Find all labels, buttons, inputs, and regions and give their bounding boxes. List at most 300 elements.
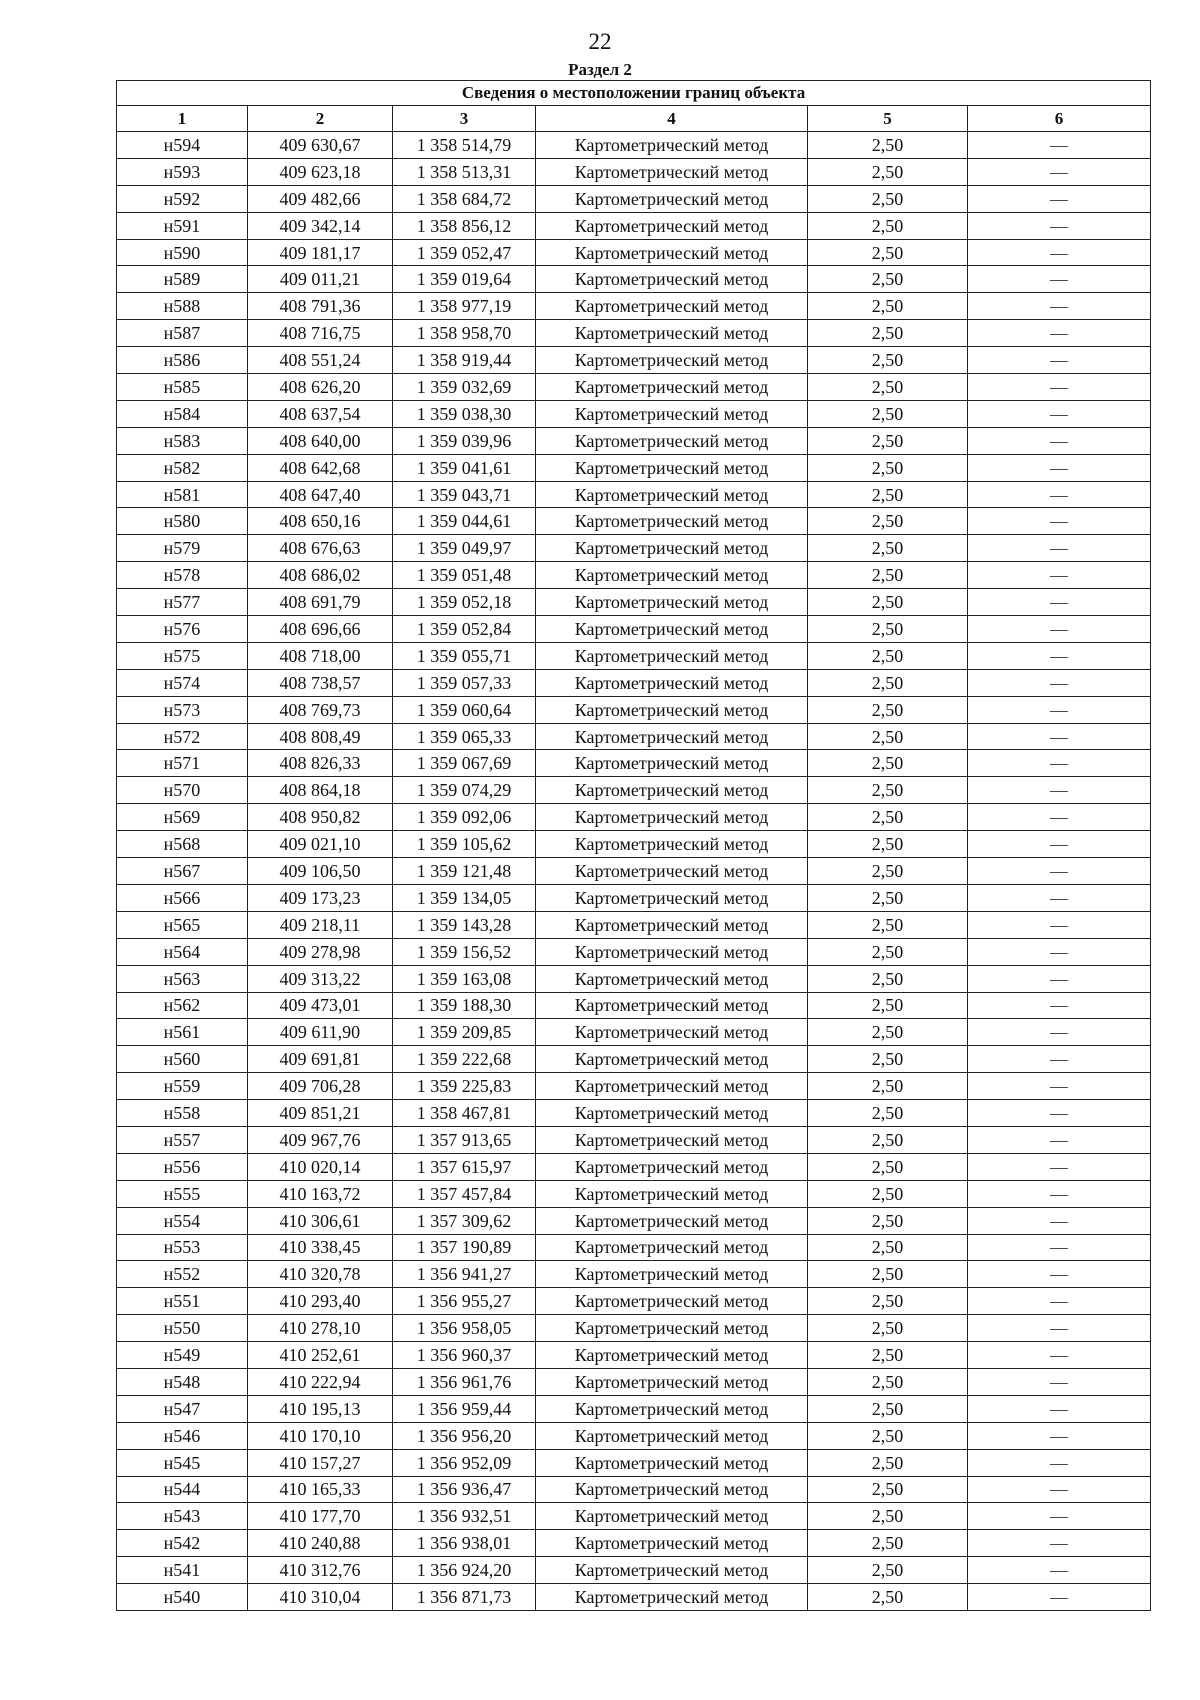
y-coordinate-cell: 1 358 513,31: [393, 158, 536, 185]
accuracy-cell: 2,50: [808, 427, 968, 454]
table-row: [117, 1100, 1151, 1127]
method-cell: Картометрический метод: [536, 347, 808, 374]
description-cell: —: [968, 642, 1151, 669]
point-name-cell: н559: [117, 1073, 248, 1100]
x-coordinate-cell: 408 551,24: [248, 347, 393, 374]
y-coordinate-cell: 1 359 052,47: [393, 239, 536, 266]
method-cell: Картометрический метод: [536, 132, 808, 159]
x-coordinate-cell: 410 278,10: [248, 1315, 393, 1342]
method-cell: Картометрический метод: [536, 239, 808, 266]
point-name-cell: н584: [117, 400, 248, 427]
method-cell: Картометрический метод: [536, 831, 808, 858]
point-name-cell: н550: [117, 1315, 248, 1342]
x-coordinate-cell: 408 686,02: [248, 562, 393, 589]
method-cell: Картометрический метод: [536, 1019, 808, 1046]
y-coordinate-cell: 1 359 032,69: [393, 374, 536, 401]
x-coordinate-cell: 409 313,22: [248, 965, 393, 992]
y-coordinate-cell: 1 359 188,30: [393, 992, 536, 1019]
description-cell: —: [968, 777, 1151, 804]
y-coordinate-cell: 1 356 958,05: [393, 1315, 536, 1342]
accuracy-cell: 2,50: [808, 616, 968, 643]
accuracy-cell: 2,50: [808, 1557, 968, 1584]
table-row: [117, 1180, 1151, 1207]
method-cell: Картометрический метод: [536, 1207, 808, 1234]
x-coordinate-cell: 408 738,57: [248, 669, 393, 696]
point-name-cell: н583: [117, 427, 248, 454]
method-cell: Картометрический метод: [536, 374, 808, 401]
method-cell: Картометрический метод: [536, 911, 808, 938]
method-cell: Картометрический метод: [536, 293, 808, 320]
accuracy-cell: 2,50: [808, 1530, 968, 1557]
description-cell: —: [968, 481, 1151, 508]
point-name-cell: н542: [117, 1530, 248, 1557]
description-cell: —: [968, 454, 1151, 481]
x-coordinate-cell: 410 293,40: [248, 1288, 393, 1315]
table-row: [117, 1234, 1151, 1261]
accuracy-cell: 2,50: [808, 589, 968, 616]
y-coordinate-cell: 1 359 039,96: [393, 427, 536, 454]
y-coordinate-cell: 1 359 121,48: [393, 858, 536, 885]
description-cell: —: [968, 293, 1151, 320]
point-name-cell: н551: [117, 1288, 248, 1315]
description-cell: —: [968, 1530, 1151, 1557]
method-cell: Картометрический метод: [536, 1046, 808, 1073]
y-coordinate-cell: 1 358 856,12: [393, 212, 536, 239]
y-coordinate-cell: 1 359 052,18: [393, 589, 536, 616]
point-name-cell: н558: [117, 1100, 248, 1127]
x-coordinate-cell: 409 181,17: [248, 239, 393, 266]
table-row: [117, 777, 1151, 804]
method-cell: Картометрический метод: [536, 1422, 808, 1449]
y-coordinate-cell: 1 359 019,64: [393, 266, 536, 293]
method-cell: Картометрический метод: [536, 508, 808, 535]
point-name-cell: н545: [117, 1449, 248, 1476]
accuracy-cell: 2,50: [808, 1153, 968, 1180]
page-number: 22: [588, 29, 612, 54]
table-row: [117, 400, 1151, 427]
accuracy-cell: 2,50: [808, 1476, 968, 1503]
method-cell: Картометрический метод: [536, 804, 808, 831]
x-coordinate-cell: 410 320,78: [248, 1261, 393, 1288]
description-cell: —: [968, 992, 1151, 1019]
y-coordinate-cell: 1 356 960,37: [393, 1342, 536, 1369]
x-coordinate-cell: 410 338,45: [248, 1234, 393, 1261]
accuracy-cell: 2,50: [808, 669, 968, 696]
accuracy-cell: 2,50: [808, 804, 968, 831]
accuracy-cell: 2,50: [808, 1180, 968, 1207]
table-row: [117, 831, 1151, 858]
point-name-cell: н556: [117, 1153, 248, 1180]
y-coordinate-cell: 1 359 209,85: [393, 1019, 536, 1046]
table-row: [117, 589, 1151, 616]
y-coordinate-cell: 1 356 924,20: [393, 1557, 536, 1584]
table-row: [117, 669, 1151, 696]
method-cell: Картометрический метод: [536, 1342, 808, 1369]
x-coordinate-cell: 408 808,49: [248, 723, 393, 750]
description-cell: —: [968, 1368, 1151, 1395]
method-cell: Картометрический метод: [536, 1395, 808, 1422]
y-coordinate-cell: 1 359 225,83: [393, 1073, 536, 1100]
table-caption: Сведения о местоположении границ объекта: [117, 81, 1151, 106]
table-row: [117, 616, 1151, 643]
table-row: [117, 696, 1151, 723]
y-coordinate-cell: 1 356 936,47: [393, 1476, 536, 1503]
accuracy-cell: 2,50: [808, 158, 968, 185]
accuracy-cell: 2,50: [808, 1395, 968, 1422]
y-coordinate-cell: 1 358 958,70: [393, 320, 536, 347]
table-row: [117, 562, 1151, 589]
x-coordinate-cell: 410 020,14: [248, 1153, 393, 1180]
x-coordinate-cell: 410 195,13: [248, 1395, 393, 1422]
column-number: 6: [968, 106, 1151, 132]
y-coordinate-cell: 1 359 143,28: [393, 911, 536, 938]
method-cell: Картометрический метод: [536, 1180, 808, 1207]
method-cell: Картометрический метод: [536, 1288, 808, 1315]
table-row: [117, 1315, 1151, 1342]
column-number: 3: [393, 106, 536, 132]
accuracy-cell: 2,50: [808, 1449, 968, 1476]
method-cell: Картометрический метод: [536, 750, 808, 777]
description-cell: —: [968, 938, 1151, 965]
point-name-cell: н587: [117, 320, 248, 347]
table-row: [117, 1261, 1151, 1288]
method-cell: Картометрический метод: [536, 938, 808, 965]
point-name-cell: н541: [117, 1557, 248, 1584]
method-cell: Картометрический метод: [536, 616, 808, 643]
method-cell: Картометрический метод: [536, 1557, 808, 1584]
table-row: [117, 723, 1151, 750]
y-coordinate-cell: 1 359 092,06: [393, 804, 536, 831]
y-coordinate-cell: 1 356 959,44: [393, 1395, 536, 1422]
description-cell: —: [968, 374, 1151, 401]
y-coordinate-cell: 1 358 919,44: [393, 347, 536, 374]
method-cell: Картометрический метод: [536, 858, 808, 885]
x-coordinate-cell: 410 165,33: [248, 1476, 393, 1503]
x-coordinate-cell: 408 769,73: [248, 696, 393, 723]
point-name-cell: н590: [117, 239, 248, 266]
description-cell: —: [968, 1153, 1151, 1180]
table-row: [117, 1449, 1151, 1476]
table-row: [117, 1395, 1151, 1422]
x-coordinate-cell: 410 252,61: [248, 1342, 393, 1369]
x-coordinate-cell: 408 950,82: [248, 804, 393, 831]
description-cell: —: [968, 589, 1151, 616]
table-row: [117, 1019, 1151, 1046]
description-cell: —: [968, 1046, 1151, 1073]
x-coordinate-cell: 408 637,54: [248, 400, 393, 427]
point-name-cell: н554: [117, 1207, 248, 1234]
accuracy-cell: 2,50: [808, 1019, 968, 1046]
accuracy-cell: 2,50: [808, 562, 968, 589]
method-cell: Картометрический метод: [536, 535, 808, 562]
method-cell: Картометрический метод: [536, 1476, 808, 1503]
section-title: Раздел 2: [568, 60, 632, 79]
x-coordinate-cell: 410 157,27: [248, 1449, 393, 1476]
method-cell: Картометрический метод: [536, 1126, 808, 1153]
x-coordinate-cell: 409 106,50: [248, 858, 393, 885]
y-coordinate-cell: 1 359 052,84: [393, 616, 536, 643]
method-cell: Картометрический метод: [536, 212, 808, 239]
point-name-cell: н594: [117, 132, 248, 159]
x-coordinate-cell: 410 240,88: [248, 1530, 393, 1557]
boundary-coordinates-table: [116, 80, 1151, 1611]
description-cell: —: [968, 158, 1151, 185]
accuracy-cell: 2,50: [808, 535, 968, 562]
point-name-cell: н589: [117, 266, 248, 293]
method-cell: Картометрический метод: [536, 777, 808, 804]
description-cell: —: [968, 616, 1151, 643]
method-cell: Картометрический метод: [536, 185, 808, 212]
x-coordinate-cell: 409 691,81: [248, 1046, 393, 1073]
accuracy-cell: 2,50: [808, 1368, 968, 1395]
method-cell: Картометрический метод: [536, 1530, 808, 1557]
x-coordinate-cell: 408 640,00: [248, 427, 393, 454]
accuracy-cell: 2,50: [808, 938, 968, 965]
x-coordinate-cell: 409 623,18: [248, 158, 393, 185]
method-cell: Картометрический метод: [536, 1584, 808, 1611]
y-coordinate-cell: 1 356 955,27: [393, 1288, 536, 1315]
x-coordinate-cell: 408 676,63: [248, 535, 393, 562]
y-coordinate-cell: 1 356 938,01: [393, 1530, 536, 1557]
x-coordinate-cell: 409 011,21: [248, 266, 393, 293]
y-coordinate-cell: 1 359 060,64: [393, 696, 536, 723]
description-cell: —: [968, 750, 1151, 777]
x-coordinate-cell: 410 222,94: [248, 1368, 393, 1395]
x-coordinate-cell: 409 611,90: [248, 1019, 393, 1046]
description-cell: —: [968, 1207, 1151, 1234]
accuracy-cell: 2,50: [808, 965, 968, 992]
table-row: [117, 266, 1151, 293]
table-row: [117, 1207, 1151, 1234]
table-row: [117, 212, 1151, 239]
x-coordinate-cell: 410 177,70: [248, 1503, 393, 1530]
accuracy-cell: 2,50: [808, 750, 968, 777]
point-name-cell: н567: [117, 858, 248, 885]
method-cell: Картометрический метод: [536, 1368, 808, 1395]
y-coordinate-cell: 1 359 051,48: [393, 562, 536, 589]
method-cell: Картометрический метод: [536, 642, 808, 669]
point-name-cell: н575: [117, 642, 248, 669]
y-coordinate-cell: 1 356 871,73: [393, 1584, 536, 1611]
point-name-cell: н563: [117, 965, 248, 992]
x-coordinate-cell: 409 473,01: [248, 992, 393, 1019]
description-cell: —: [968, 266, 1151, 293]
description-cell: —: [968, 1261, 1151, 1288]
accuracy-cell: 2,50: [808, 374, 968, 401]
y-coordinate-cell: 1 357 913,65: [393, 1126, 536, 1153]
accuracy-cell: 2,50: [808, 1503, 968, 1530]
table-row: [117, 642, 1151, 669]
method-cell: Картометрический метод: [536, 266, 808, 293]
point-name-cell: н544: [117, 1476, 248, 1503]
method-cell: Картометрический метод: [536, 884, 808, 911]
point-name-cell: н553: [117, 1234, 248, 1261]
column-number: 1: [117, 106, 248, 132]
x-coordinate-cell: 410 306,61: [248, 1207, 393, 1234]
y-coordinate-cell: 1 356 932,51: [393, 1503, 536, 1530]
column-number: 5: [808, 106, 968, 132]
method-cell: Картометрический метод: [536, 1153, 808, 1180]
point-name-cell: н565: [117, 911, 248, 938]
accuracy-cell: 2,50: [808, 992, 968, 1019]
accuracy-cell: 2,50: [808, 1046, 968, 1073]
accuracy-cell: 2,50: [808, 884, 968, 911]
accuracy-cell: 2,50: [808, 481, 968, 508]
accuracy-cell: 2,50: [808, 508, 968, 535]
y-coordinate-cell: 1 358 514,79: [393, 132, 536, 159]
description-cell: —: [968, 239, 1151, 266]
x-coordinate-cell: 408 826,33: [248, 750, 393, 777]
description-cell: —: [968, 400, 1151, 427]
y-coordinate-cell: 1 359 156,52: [393, 938, 536, 965]
accuracy-cell: 2,50: [808, 1342, 968, 1369]
description-cell: —: [968, 347, 1151, 374]
table-row: [117, 1342, 1151, 1369]
x-coordinate-cell: 409 173,23: [248, 884, 393, 911]
x-coordinate-cell: 410 170,10: [248, 1422, 393, 1449]
point-name-cell: н561: [117, 1019, 248, 1046]
y-coordinate-cell: 1 359 057,33: [393, 669, 536, 696]
y-coordinate-cell: 1 359 067,69: [393, 750, 536, 777]
table-row: [117, 884, 1151, 911]
x-coordinate-cell: 409 967,76: [248, 1126, 393, 1153]
accuracy-cell: 2,50: [808, 347, 968, 374]
accuracy-cell: 2,50: [808, 132, 968, 159]
description-cell: —: [968, 1342, 1151, 1369]
y-coordinate-cell: 1 357 457,84: [393, 1180, 536, 1207]
table-row: [117, 1153, 1151, 1180]
point-name-cell: н579: [117, 535, 248, 562]
description-cell: —: [968, 1557, 1151, 1584]
method-cell: Картометрический метод: [536, 481, 808, 508]
x-coordinate-cell: 408 650,16: [248, 508, 393, 535]
y-coordinate-cell: 1 359 049,97: [393, 535, 536, 562]
column-number-row: [117, 106, 1151, 132]
description-cell: —: [968, 1073, 1151, 1100]
point-name-cell: н543: [117, 1503, 248, 1530]
x-coordinate-cell: 408 791,36: [248, 293, 393, 320]
method-cell: Картометрический метод: [536, 1503, 808, 1530]
y-coordinate-cell: 1 358 467,81: [393, 1100, 536, 1127]
x-coordinate-cell: 409 021,10: [248, 831, 393, 858]
description-cell: —: [968, 1234, 1151, 1261]
x-coordinate-cell: 409 342,14: [248, 212, 393, 239]
table-row: [117, 1422, 1151, 1449]
method-cell: Картометрический метод: [536, 1073, 808, 1100]
y-coordinate-cell: 1 356 956,20: [393, 1422, 536, 1449]
accuracy-cell: 2,50: [808, 293, 968, 320]
point-name-cell: н549: [117, 1342, 248, 1369]
accuracy-cell: 2,50: [808, 1288, 968, 1315]
description-cell: —: [968, 1019, 1151, 1046]
accuracy-cell: 2,50: [808, 1584, 968, 1611]
x-coordinate-cell: 408 696,66: [248, 616, 393, 643]
accuracy-cell: 2,50: [808, 266, 968, 293]
x-coordinate-cell: 409 630,67: [248, 132, 393, 159]
point-name-cell: н580: [117, 508, 248, 535]
description-cell: —: [968, 723, 1151, 750]
y-coordinate-cell: 1 359 134,05: [393, 884, 536, 911]
x-coordinate-cell: 408 864,18: [248, 777, 393, 804]
x-coordinate-cell: 408 647,40: [248, 481, 393, 508]
point-name-cell: н548: [117, 1368, 248, 1395]
x-coordinate-cell: 408 626,20: [248, 374, 393, 401]
table-row: [117, 158, 1151, 185]
y-coordinate-cell: 1 359 065,33: [393, 723, 536, 750]
accuracy-cell: 2,50: [808, 1234, 968, 1261]
description-cell: —: [968, 1180, 1151, 1207]
description-cell: —: [968, 804, 1151, 831]
table-row: [117, 1073, 1151, 1100]
description-cell: —: [968, 858, 1151, 885]
table-row: [117, 481, 1151, 508]
point-name-cell: н582: [117, 454, 248, 481]
accuracy-cell: 2,50: [808, 858, 968, 885]
point-name-cell: н547: [117, 1395, 248, 1422]
x-coordinate-cell: 410 310,04: [248, 1584, 393, 1611]
method-cell: Картометрический метод: [536, 562, 808, 589]
table-row: [117, 1046, 1151, 1073]
point-name-cell: н571: [117, 750, 248, 777]
x-coordinate-cell: 409 278,98: [248, 938, 393, 965]
point-name-cell: н557: [117, 1126, 248, 1153]
point-name-cell: н573: [117, 696, 248, 723]
point-name-cell: н581: [117, 481, 248, 508]
table-row: [117, 454, 1151, 481]
description-cell: —: [968, 1100, 1151, 1127]
table-row: [117, 1503, 1151, 1530]
accuracy-cell: 2,50: [808, 723, 968, 750]
table-row: [117, 320, 1151, 347]
method-cell: Картометрический метод: [536, 1261, 808, 1288]
table-row: [117, 239, 1151, 266]
method-cell: Картометрический метод: [536, 669, 808, 696]
description-cell: —: [968, 1315, 1151, 1342]
accuracy-cell: 2,50: [808, 777, 968, 804]
point-name-cell: н562: [117, 992, 248, 1019]
description-cell: —: [968, 1422, 1151, 1449]
table-row: [117, 1557, 1151, 1584]
method-cell: Картометрический метод: [536, 1100, 808, 1127]
y-coordinate-cell: 1 359 055,71: [393, 642, 536, 669]
table-row: [117, 293, 1151, 320]
table-row: [117, 911, 1151, 938]
point-name-cell: н568: [117, 831, 248, 858]
point-name-cell: н574: [117, 669, 248, 696]
point-name-cell: н546: [117, 1422, 248, 1449]
description-cell: —: [968, 185, 1151, 212]
method-cell: Картометрический метод: [536, 158, 808, 185]
description-cell: —: [968, 427, 1151, 454]
method-cell: Картометрический метод: [536, 992, 808, 1019]
y-coordinate-cell: 1 359 163,08: [393, 965, 536, 992]
description-cell: —: [968, 831, 1151, 858]
point-name-cell: н570: [117, 777, 248, 804]
y-coordinate-cell: 1 356 941,27: [393, 1261, 536, 1288]
column-number: 4: [536, 106, 808, 132]
description-cell: —: [968, 669, 1151, 696]
x-coordinate-cell: 408 716,75: [248, 320, 393, 347]
point-name-cell: н576: [117, 616, 248, 643]
description-cell: —: [968, 212, 1151, 239]
table-row: [117, 535, 1151, 562]
y-coordinate-cell: 1 359 038,30: [393, 400, 536, 427]
table-row: [117, 1584, 1151, 1611]
table-row: [117, 938, 1151, 965]
description-cell: —: [968, 696, 1151, 723]
description-cell: —: [968, 320, 1151, 347]
method-cell: Картометрический метод: [536, 589, 808, 616]
